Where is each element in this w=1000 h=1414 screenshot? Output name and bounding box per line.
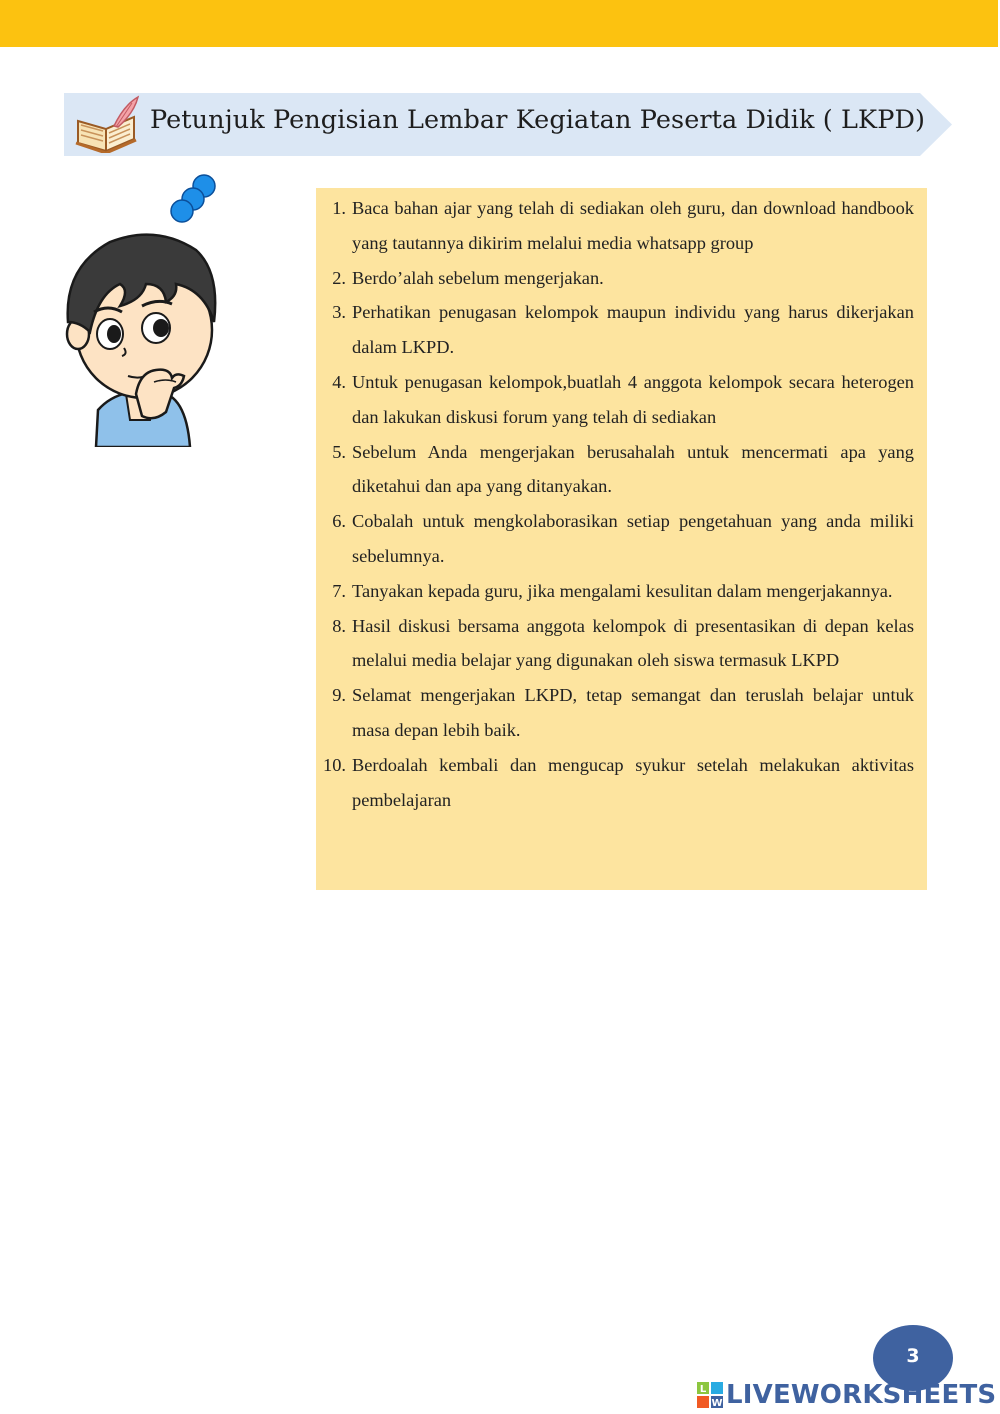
item-number: 1.: [332, 198, 346, 218]
list-item: [316, 609, 927, 679]
item-text: Tanyakan kepada guru, jika mengalami kesulitan dalam mengerjakannya.: [352, 580, 893, 601]
item-text: Cobalah untuk mengkolaborasikan setiap pengetahuan yang anda miliki sebelumnya.: [352, 511, 914, 566]
item-number: 6.: [332, 511, 346, 532]
item-number: 3.: [332, 302, 346, 323]
item-text: Untuk penugasan kelompok,buatlah 4 anggota kelompok secara heterogen dan lakukan diskusi forum yang telah di sediakan: [352, 371, 914, 427]
list-item: [316, 295, 927, 365]
instructions-box: [316, 188, 927, 890]
item-number: 8.: [332, 615, 346, 636]
list-item: [316, 191, 927, 261]
list-item: [316, 748, 927, 818]
item-text: Sebelum Anda mengerjakan berusahalah untuk mencermati apa yang diketahui dan apa yang ditanyakan.: [352, 441, 914, 497]
item-text: Baca bahan ajar yang telah di sediakan oleh guru, dan download handbook yang tautannya dikirim melalui media whatsapp group: [352, 198, 914, 253]
item-text: Perhatikan penugasan kelompok maupun individu yang harus dikerjakan dalam LKPD.: [352, 302, 914, 358]
item-number: 5.: [332, 441, 346, 462]
svg-text:W: W: [711, 1398, 723, 1408]
item-text: Berdoalah kembali dan mengucap syukur setelah melakukan aktivitas pembelajaran: [352, 754, 914, 810]
item-text: Selamat mengerjakan LKPD, tetap semangat dan teruslah belajar untuk masa depan lebih baik.: [352, 685, 914, 740]
open-book-with-quill-icon: [72, 95, 142, 153]
watermark-text: LIVEWORKSHEETS: [726, 1380, 997, 1410]
item-number: 2.: [332, 267, 346, 288]
page-title: Petunjuk Pengisian Lembar Kegiatan Peserta Didik ( LKPD): [150, 105, 926, 135]
svg-text:L: L: [699, 1384, 707, 1395]
list-item: [316, 678, 927, 748]
item-number: 4.: [332, 371, 346, 392]
item-text: Berdo’alah sebelum mengerjakan.: [352, 267, 604, 288]
thinking-boy-icon: [58, 172, 228, 447]
list-item: [316, 574, 927, 609]
list-item: [316, 435, 927, 505]
liveworksheets-logo-icon: [697, 1382, 723, 1408]
list-item: [316, 504, 927, 574]
top-accent-bar: [0, 0, 998, 47]
item-number: 10.: [323, 754, 346, 775]
header-banner: [64, 93, 952, 156]
item-number: 9.: [332, 685, 346, 706]
list-item: [316, 261, 927, 296]
instructions-list: [316, 191, 927, 817]
item-text: Hasil diskusi bersama anggota kelompok di presentasikan di depan kelas melalui media belajar yang digunakan oleh siswa termasuk LKPD: [352, 615, 914, 671]
page-number-badge: 3: [873, 1325, 953, 1391]
liveworksheets-watermark[interactable]: [697, 1378, 996, 1412]
item-number: 7.: [332, 580, 346, 601]
list-item: [316, 365, 927, 435]
